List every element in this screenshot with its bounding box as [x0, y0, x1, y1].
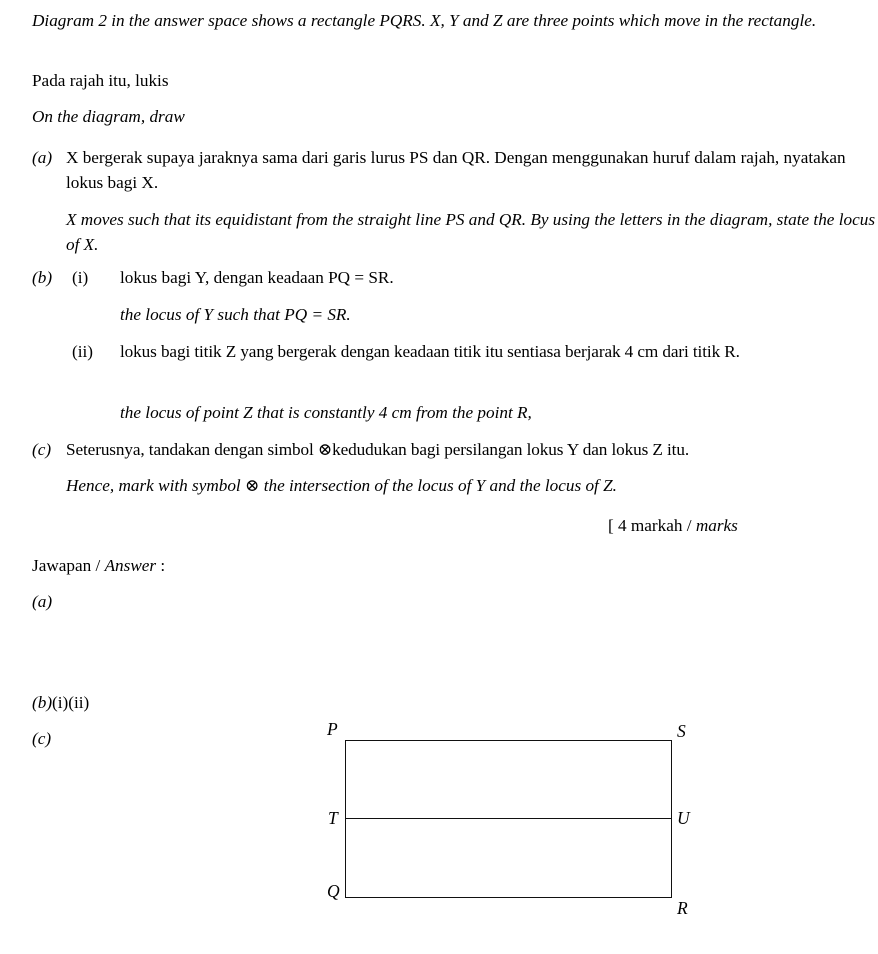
marks-text: [ 4 markah / marks	[608, 516, 738, 535]
part-b-i-label: (i)	[72, 268, 89, 287]
part-b-ii-label: (ii)	[72, 342, 93, 361]
part-a-text-ms: X bergerak supaya jaraknya sama dari garis lurus PS dan QR. Dengan menggunakan huruf dalam rajah, nyatakan lokus bagi X.	[66, 148, 846, 192]
marks-allocation	[608, 513, 878, 538]
part-b-label: (b)	[32, 268, 53, 287]
part-b-i-text-ms: lokus bagi Y, dengan keadaan PQ = SR.	[120, 268, 394, 287]
answer-heading-colon: :	[160, 556, 166, 575]
part-b-i	[32, 265, 878, 290]
answer-heading-slash: /	[95, 556, 101, 575]
part-b-ii-en	[32, 400, 878, 425]
vertex-label-q: Q	[327, 881, 340, 901]
vertex-label-t: T	[328, 808, 338, 828]
answer-label-b	[32, 690, 192, 715]
answer-label-a: (a)	[32, 592, 53, 611]
part-a-label: (a)	[32, 148, 53, 167]
part-c-text-en: Hence, mark with symbol ⊗ the intersection of the locus of Y and the locus of Z.	[66, 476, 617, 495]
part-c	[32, 437, 878, 462]
vertex-label-s: S	[677, 721, 686, 741]
part-b-i-en	[32, 302, 878, 327]
answer-heading	[32, 553, 432, 578]
answer-label-b-romans: (i)(ii)	[52, 693, 90, 712]
instruction-en: On the diagram, draw	[32, 107, 185, 126]
question-intro-en: Diagram 2 in the answer space shows a rectangle PQRS. X, Y and Z are three points which move in the rectangle.	[32, 11, 817, 30]
part-a-en	[32, 207, 878, 257]
part-a-text-en: X moves such that its equidistant from the straight line PS and QR. By using the letters in the diagram, state the locus of X.	[66, 210, 876, 254]
answer-label-b-letter: (b)	[32, 693, 53, 712]
part-c-label: (c)	[32, 440, 52, 459]
rectangle-pqrs	[345, 740, 672, 898]
vertex-label-r: R	[677, 898, 688, 918]
part-b-ii-text-en: the locus of point Z that is constantly 4 cm from the point R,	[120, 403, 532, 422]
part-a	[32, 145, 878, 195]
part-b-ii	[32, 339, 878, 364]
part-b-ii-text-ms: lokus bagi titik Z yang bergerak dengan keadaan titik itu sentiasa berjarak 4 cm dari titik R.	[120, 342, 740, 361]
part-c-text-ms: Seterusnya, tandakan dengan simbol ⊗kedudukan bagi persilangan lokus Y dan lokus Z itu.	[66, 440, 690, 459]
answer-label-c: (c)	[32, 729, 52, 748]
vertex-label-p: P	[327, 719, 338, 739]
marks-text-en: marks	[695, 516, 738, 535]
instruction-ms: Pada rajah itu, lukis	[32, 71, 169, 90]
answer-heading-ms: Jawapan	[32, 556, 92, 575]
vertex-label-u: U	[677, 808, 690, 828]
midline-tu	[345, 818, 672, 819]
part-c-en	[32, 473, 878, 498]
answer-diagram-pqrs	[327, 719, 690, 918]
answer-heading-en: Answer	[104, 556, 157, 575]
part-b-i-text-en: the locus of Y such that PQ = SR.	[120, 305, 351, 324]
